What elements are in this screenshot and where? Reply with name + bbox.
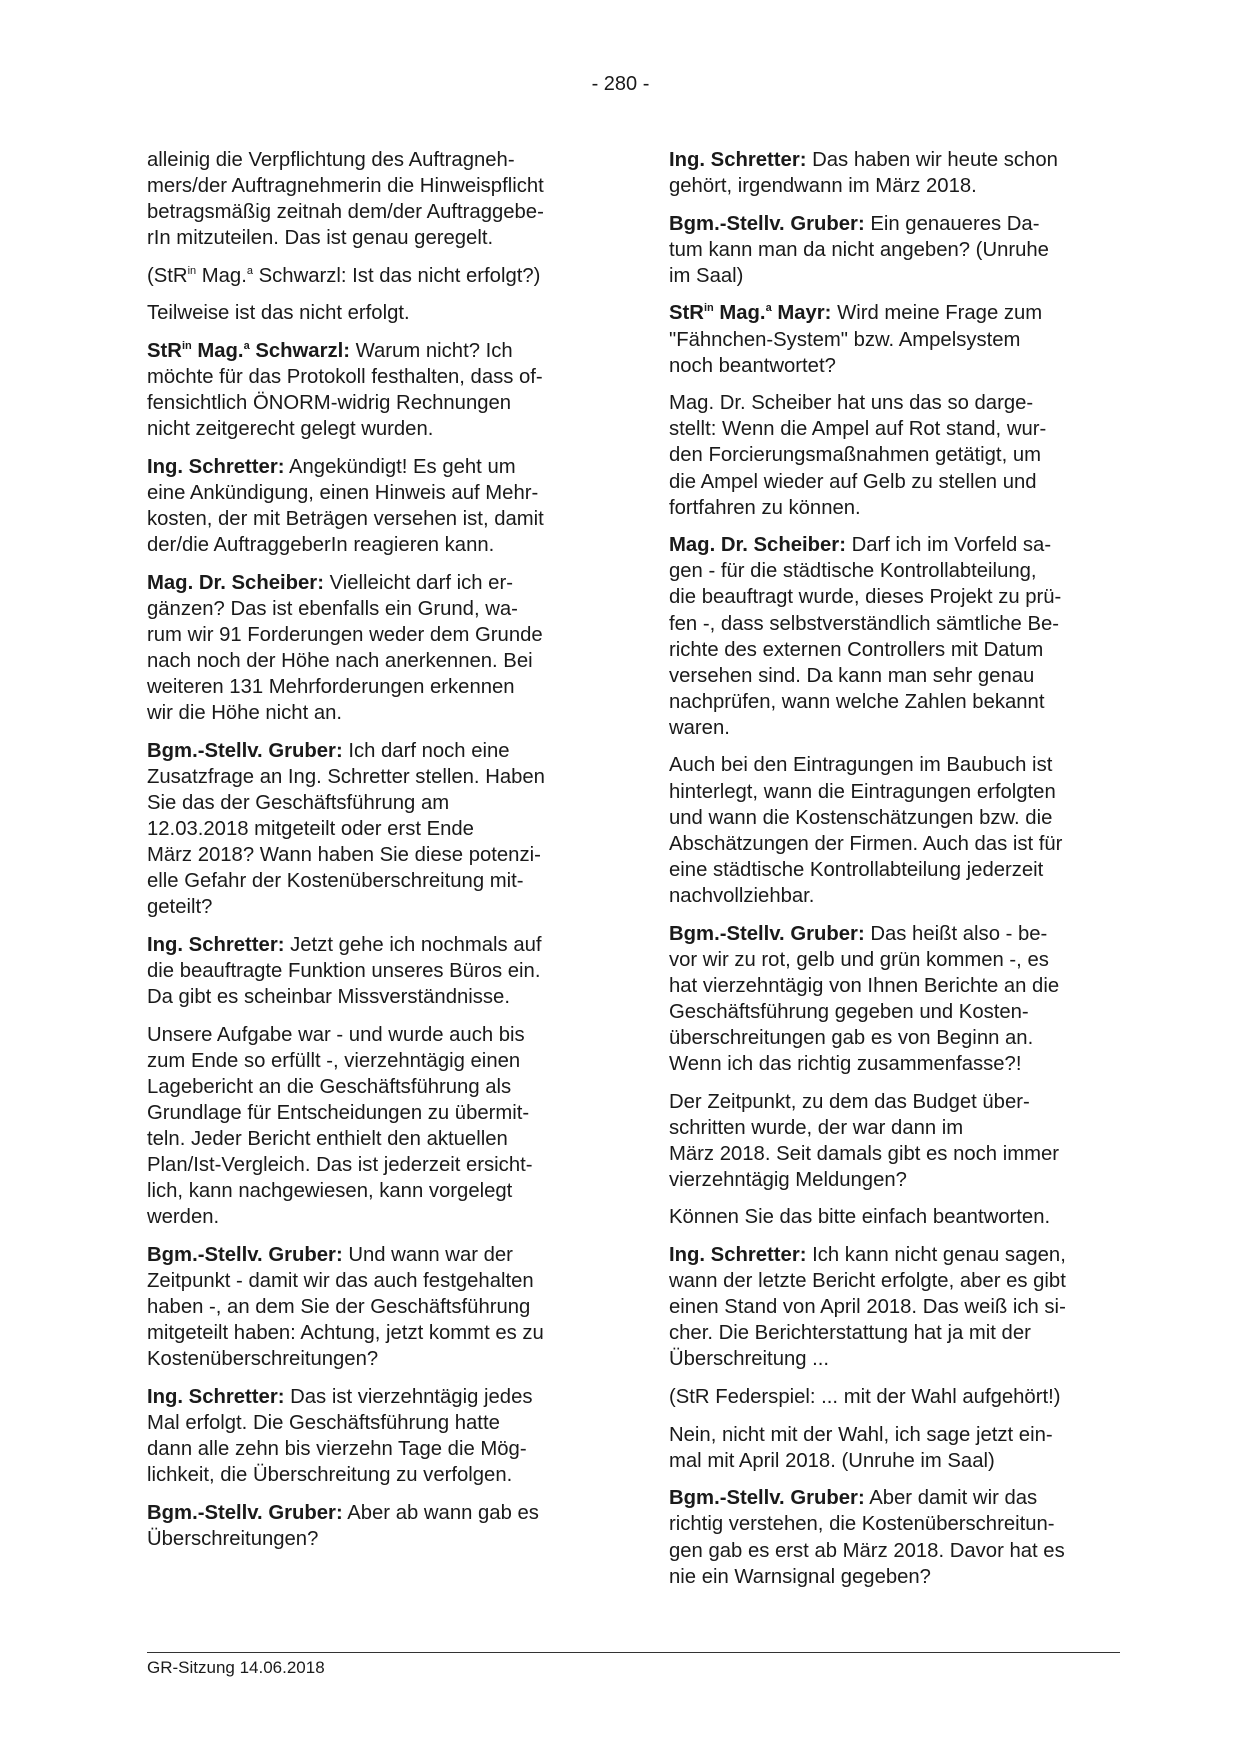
paragraph [669, 1384, 1119, 1410]
paragraph [147, 1242, 597, 1372]
speaker-name: Mag. Dr. Scheiber: [147, 571, 324, 594]
paragraph-text: Darf ich im Vorfeld sa- gen - für die städtische Kontrollabteilung, die beauftragt wurde, dieses Projekt zu prü- fen -, dass selbstverständlich sämtliche Be- richte des externen Controllers mit Datum versehen sind. Da kann man sehr genau nachprüfen, wann welche Zahlen bekannt waren. [669, 534, 1062, 739]
paragraph [147, 570, 597, 727]
paragraph-text: Ich darf noch eine Zusatzfrage an Ing. Schretter stellen. Haben Sie das der Geschäftsführung am 12.03.2018 mitgeteilt oder erst Ende März 2018? Wann haben Sie diese potenzi- elle Gefahr der Kostenüberschreitung mit- geteilt? [147, 739, 545, 919]
paragraph-text: Ein genaueres Da- tum kann man da nicht angeben? (Unruhe im Saal) [669, 212, 1049, 287]
paragraph-text: Das heißt also - be- vor wir zu rot, gelb und grün kommen -, es hat vierzehntägig von Ihnen Berichte an die Geschäftsführung gegeben und Kosten- überschreitungen gab es von Beginn an. Wenn ich das richtig zusammenfasse?! [669, 922, 1060, 1075]
paragraph-text: Aber ab wann gab es Überschreitungen? [147, 1501, 539, 1550]
speaker-name: Bgm.-Stellv. Gruber: [669, 922, 865, 945]
paragraph [669, 1485, 1119, 1589]
paragraph-text: Das haben wir heute schon gehört, irgendwann im März 2018. [669, 149, 1058, 198]
right-column [669, 147, 1119, 1601]
speaker-name: Bgm.-Stellv. Gruber: [147, 1244, 343, 1267]
paragraph-text: (StR Federspiel: ... mit der Wahl aufgehört!) [669, 1386, 1061, 1409]
paragraph [669, 921, 1119, 1078]
paragraph [669, 1089, 1119, 1193]
speaker-name: Bgm.-Stellv. Gruber: [669, 212, 865, 235]
paragraph-text: Nein, nicht mit der Wahl, ich sage jetzt ein- mal mit April 2018. (Unruhe im Saal) [669, 1423, 1053, 1472]
paragraph [669, 211, 1119, 289]
paragraph-text: Mag. [196, 264, 247, 287]
paragraph-text: Angekündigt! Es geht um eine Ankündigung, einen Hinweis auf Mehr- kosten, der mit Beträgen versehen ist, damit der/die AuftraggeberIn reagieren kann. [147, 455, 544, 557]
page-number: - 280 - [591, 73, 650, 95]
speaker-name: Mag. Dr. Scheiber: [669, 534, 846, 557]
paragraph-text: Das ist vierzehntägig jedes Mal erfolgt. Die Geschäftsführung hatte dann alle zehn bis vierzehn Tage die Mög- lichkeit, die Überschreitung zu verfolgen. [147, 1386, 533, 1487]
speaker-name: Ing. Schretter: [147, 934, 285, 957]
paragraph-text: Und wann war der Zeitpunkt - damit wir das auch festgehalten haben -, an dem Sie der Geschäftsführung mitgeteilt haben: Achtung, jetzt kommt es zu Kostenüberschreitungen? [147, 1244, 544, 1371]
paragraph-text: Unsere Aufgabe war - und wurde auch bis zum Ende so erfüllt -, vierzehntägig einen Lagebericht an die Geschäftsführung als Grundlage für Entscheidungen zu übermit- teln. Jeder Bericht enthielt den aktuellen Plan/Ist-Vergleich. Das ist jederzeit ersicht- lich, kann nachgewiesen, kann vorgelegt werden. [147, 1023, 533, 1229]
paragraph [147, 738, 597, 921]
footer-divider [147, 1652, 1120, 1653]
footer-text: GR-Sitzung 14.06.2018 [147, 1658, 325, 1677]
paragraph-text: Mag. Dr. Scheiber hat uns das so darge- stellt: Wenn die Ampel auf Rot stand, wur- den Forcierungsmaßnahmen getätigt, um die Ampel wieder auf Gelb zu stellen und fortfahren zu können. [669, 392, 1047, 519]
paragraph [147, 1500, 597, 1552]
paragraph [147, 300, 597, 326]
paragraph [669, 300, 1119, 378]
paragraph-text: (StR [147, 264, 188, 287]
paragraph-text: Teilweise ist das nicht erfolgt. [147, 302, 410, 325]
paragraph-text: Wird meine Frage zum "Fähnchen-System" bzw. Ampelsystem noch beantwortet? [669, 302, 1043, 377]
speaker-name: Ing. Schretter: [669, 1244, 807, 1267]
paragraph [669, 147, 1119, 199]
speaker-name: Bgm.-Stellv. Gruber: [669, 1487, 865, 1510]
speaker-name: Bgm.-Stellv. Gruber: [147, 739, 343, 762]
paragraph [669, 1242, 1119, 1372]
paragraph [147, 1022, 597, 1231]
paragraph-text: Aber damit wir das richtig verstehen, die Kostenüberschreitun- gen gab es erst ab März 2018. Davor hat es nie ein Warnsignal gegeben? [669, 1487, 1065, 1588]
speaker-name: Ing. Schretter: [669, 149, 807, 171]
paragraph [147, 147, 597, 251]
paragraph-text: Vielleicht darf ich er- gänzen? Das ist ebenfalls ein Grund, wa- rum wir 91 Forderungen weder dem Grunde nach noch der Höhe nach anerkennen. Bei weiteren 131 Mehrforderungen erkennen wir die Höhe nicht an. [147, 571, 543, 725]
speaker-name: Ing. Schretter: [147, 1386, 285, 1409]
paragraph [147, 338, 597, 442]
paragraph [669, 1204, 1119, 1230]
speaker-name: Ing. Schretter: [147, 455, 285, 478]
speaker-name: Bgm.-Stellv. Gruber: [147, 1501, 343, 1524]
paragraph [147, 932, 597, 1010]
paragraph [669, 1422, 1119, 1474]
paragraph [669, 390, 1119, 520]
paragraph [147, 454, 597, 558]
paragraph [669, 752, 1119, 909]
speaker-name: StR$^{in}$ Mag.$^a$ Schwarzl: [147, 340, 350, 363]
paragraph-text: alleinig die Verpflichtung des Auftragneh- mers/der Auftragnehmerin die Hinweispflicht betragsmäßig zeitnah dem/der Auftraggebe- rIn mitzuteilen. Das ist genau geregelt. [147, 149, 544, 250]
paragraph-text: Der Zeitpunkt, zu dem das Budget über- schritten wurde, der war dann im März 2018. Seit damals gibt es noch immer vierzehntägig Meldungen? [669, 1090, 1060, 1191]
speaker-name: StR$^{in}$ Mag.$^a$ Mayr: [669, 302, 832, 325]
paragraph: (StR$^{in}$ Mag.$^a$ Schwarzl: Ist das nicht erfolgt?) [147, 264, 541, 287]
paragraph-text: Warum nicht? Ich möchte für das Protokoll festhalten, dass of- fensichtlich ÖNORM-widrig Rechnungen nicht zeitgerecht gelegt wurden. [147, 340, 543, 441]
left-column [147, 147, 597, 1564]
paragraph-text: Jetzt gehe ich nochmals auf die beauftragte Funktion unseres Büros ein. Da gibt es scheinbar Missverständnisse. [147, 934, 542, 1009]
paragraph [147, 1384, 597, 1488]
paragraph-text: Auch bei den Eintragungen im Baubuch ist hinterlegt, wann die Eintragungen erfolgten und wann die Kostenschätzungen bzw. die Abschätzungen der Firmen. Auch das ist für eine städtische Kontrollabteilung jederzeit nachvollziehbar. [669, 754, 1063, 907]
paragraph-text: Schwarzl: Ist das nicht erfolgt?) [252, 264, 541, 287]
paragraph-text: Ich kann nicht genau sagen, wann der letzte Bericht erfolgte, aber es gibt einen Stand von April 2018. Das weiß ich si- cher. Die Berichterstattung hat ja mit der Überschreitung ... [669, 1244, 1066, 1371]
paragraph [669, 532, 1119, 741]
paragraph-text: Können Sie das bitte einfach beantworten. [669, 1206, 1051, 1229]
